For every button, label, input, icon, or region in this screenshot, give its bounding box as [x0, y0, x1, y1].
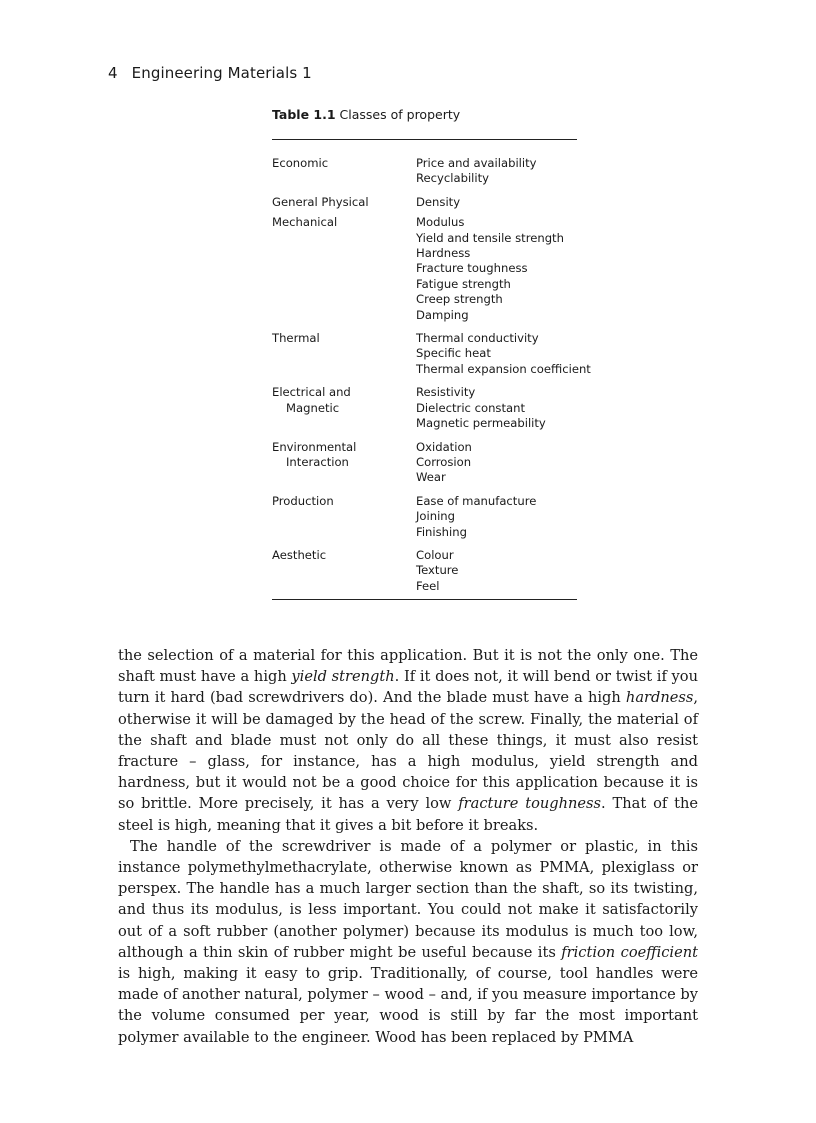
term-hardness: hardness: [625, 689, 694, 707]
property-class: [272, 215, 416, 323]
table-row: [272, 215, 582, 323]
property-class: [272, 331, 416, 377]
property-item: Oxidation: [416, 439, 472, 454]
property-item: Density: [416, 194, 461, 209]
table-top-rule: [272, 139, 577, 140]
property-item: Recyclability: [416, 171, 490, 186]
page-number: 4: [108, 64, 118, 82]
property-list: [416, 494, 582, 540]
property-class-line: Electrical and: [272, 385, 351, 400]
property-item: Yield and tensile strength: [416, 230, 564, 245]
property-list: [416, 440, 582, 486]
property-class: [272, 494, 416, 540]
property-class-line: Interaction: [286, 454, 349, 469]
property-list: [416, 548, 582, 594]
property-item: Dielectric constant: [416, 400, 526, 415]
running-header: [108, 64, 312, 82]
property-item: Fracture toughness: [416, 261, 528, 276]
property-class: [272, 440, 416, 486]
property-class-line: General Physical: [272, 194, 369, 209]
property-item: Resistivity: [416, 385, 476, 400]
term-fracture-toughness: fracture toughness: [458, 795, 602, 813]
table-row: [272, 440, 582, 486]
property-item: Price and availability: [416, 156, 537, 170]
property-list: [416, 195, 582, 210]
property-class: [272, 156, 416, 187]
property-class: [272, 548, 416, 594]
property-item: Ease of manufacture: [416, 493, 537, 508]
property-item: Magnetic permeability: [416, 416, 546, 431]
property-class: [272, 385, 416, 431]
running-title: Engineering Materials 1: [131, 64, 312, 82]
table-row: [272, 548, 582, 594]
property-item: Feel: [416, 578, 440, 593]
paragraph-2: The handle of the screwdriver is made of a polymer or plastic, in this instance polymethylmethacrylate, otherwise known as PMMA, plexiglass or perspex. The handle has a much larger section than the shaft, so its twisting, and thus its modulus, is less important. You could not make it satisfactorily out of a soft rubber (another polymer) because its modulus is much too low, although a thin skin of rubber might be useful because its friction coefficient is high, making it easy to grip. Traditionally, of course, tool handles were made of another natural, polymer – wood – and, if you measure importance by the volume consumed per year, wood is still by far the most important polymer available to the engineer. Wood has been replaced by PMMA: [118, 837, 698, 1046]
property-list: [416, 215, 582, 323]
table-row: [272, 331, 591, 377]
property-list: [416, 385, 582, 431]
property-item: Joining: [416, 509, 456, 524]
property-item: Fatigue strength: [416, 276, 511, 291]
property-item: Finishing: [416, 524, 467, 539]
property-class-line: Thermal: [272, 331, 320, 346]
property-item: Thermal conductivity: [416, 331, 539, 346]
table-row: [272, 195, 582, 210]
property-item: Wear: [416, 470, 446, 485]
property-class-line: Mechanical: [272, 215, 338, 230]
property-class-line: Economic: [272, 156, 329, 170]
table-caption-text: Classes of property: [339, 107, 461, 122]
property-class-line: Magnetic: [286, 400, 340, 415]
property-item: Creep strength: [416, 292, 503, 307]
property-class-line: Production: [272, 493, 334, 508]
body-text: [118, 645, 698, 1048]
table-label: Table 1.1: [272, 107, 336, 122]
term-friction-coefficient: friction coefficient: [561, 943, 698, 961]
property-item: Modulus: [416, 215, 465, 230]
property-item: Hardness: [416, 246, 471, 261]
property-table: [272, 148, 591, 594]
property-item: Texture: [416, 563, 459, 578]
table-bottom-rule: [272, 599, 577, 600]
property-list: [416, 156, 582, 187]
property-item: Damping: [416, 307, 469, 322]
table-caption: [272, 107, 460, 122]
table-row: [272, 385, 582, 431]
property-class-line: Aesthetic: [272, 547, 327, 562]
property-class-line: Environmental: [272, 439, 357, 454]
property-item: Colour: [416, 547, 454, 562]
property-list: [416, 331, 591, 377]
paragraph-1: the selection of a material for this application. But it is not the only one. The shaft must have a high yield strength. If it does not, it will bend or twist if you turn it hard (bad screwdrivers do). And the blade must have a high hardness, otherwise it will be damaged by the head of the screw. Finally, the material of the shaft and blade must not only do all these things, it must also resist fracture – glass, for instance, has a high modulus, yield strength and hardness, but it would not be a good choice for this application because it is so brittle. More precisely, it has a very low fracture toughness. That of the steel is high, meaning that it gives a bit before it breaks.: [118, 647, 698, 834]
property-item: Specific heat: [416, 346, 491, 361]
property-item: Corrosion: [416, 454, 472, 469]
property-class: [272, 195, 416, 210]
table-row: [272, 494, 582, 540]
property-item: Thermal expansion coefficient: [416, 361, 591, 376]
table-row: [272, 156, 582, 187]
term-yield-strength: yield strength: [291, 668, 395, 686]
